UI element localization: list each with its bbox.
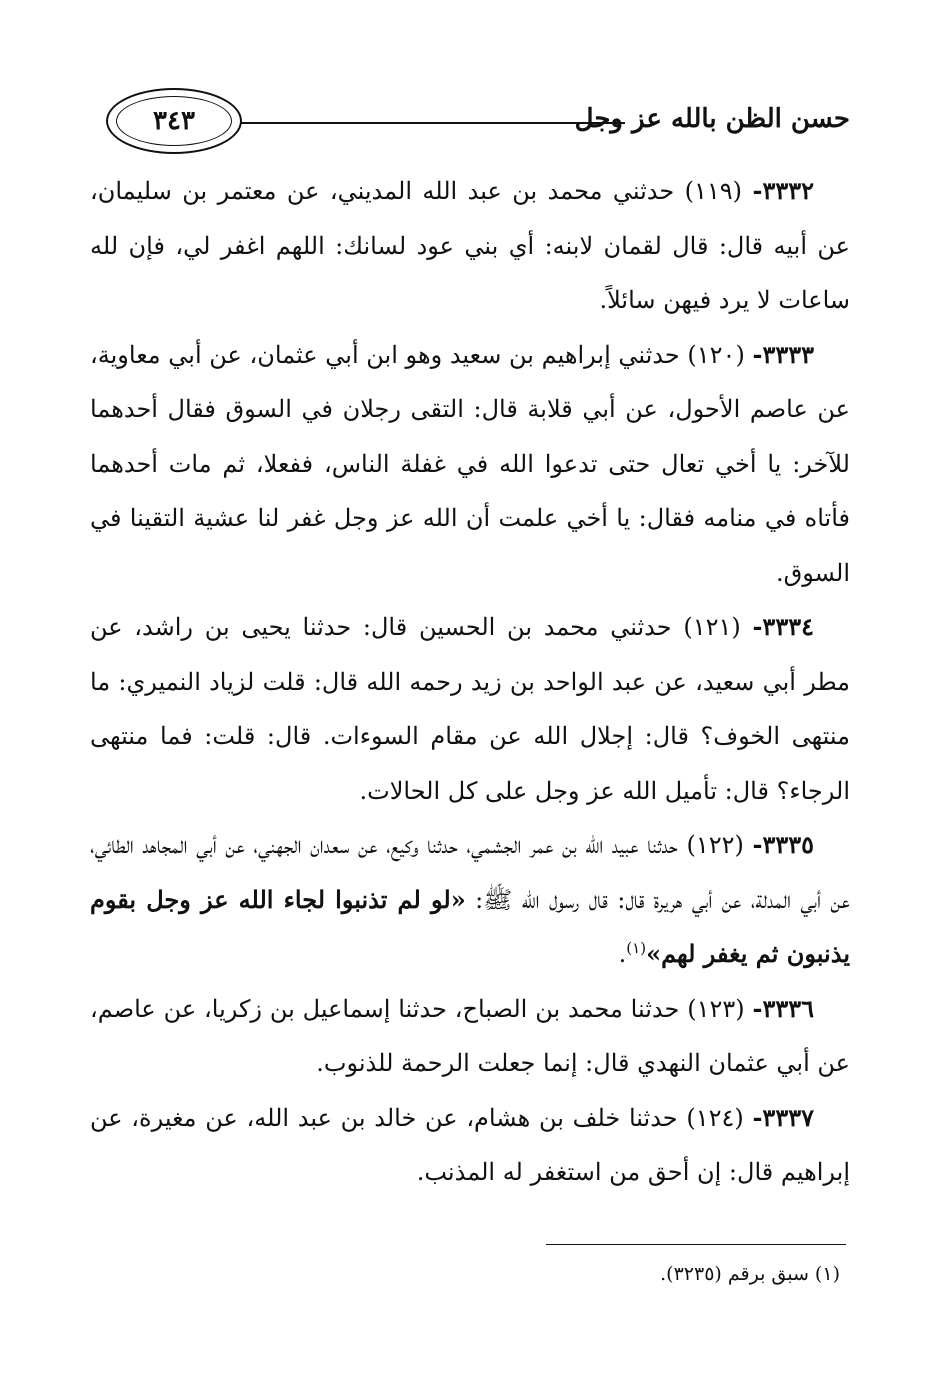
page-number: ٣٤٣ xyxy=(153,106,195,136)
running-title: حسن الظن بالله عز وجل xyxy=(574,104,850,134)
paragraph-text: (١٢٠) حدثني إبراهيم بن سعيد وهو ابن أبي عثمان، عن أبي معاوية، عن عاصم الأحول، عن أبي قلابة قال: التقى رجلان في السوق فقال أحدهما للآخر: يا أخي تعال حتى تدعوا الله في غفلة الناس، ففعلا، ثم مات أحدهما فأتاه في منامه فقال: يا أخي علمت أن الله عز وجل غفر لنا عشية التقينا في السوق. xyxy=(90,340,850,587)
page-number-badge xyxy=(106,88,242,154)
paragraph-3336 xyxy=(90,982,850,1091)
hadith-quote: «لو لم تذنبوا لجاء الله عز وجل بقوم يذنبون ثم يغفر لهم» xyxy=(90,884,850,968)
paragraph-number: ٣٣٣٦- xyxy=(752,993,814,1023)
paragraph-3333 xyxy=(90,328,850,601)
paragraph-3334 xyxy=(90,600,850,818)
paragraph-3337 xyxy=(90,1091,850,1200)
paragraph-3335 xyxy=(90,818,850,982)
paragraph-3332 xyxy=(90,164,850,328)
header-rule xyxy=(240,122,625,124)
footnote-divider xyxy=(546,1244,846,1245)
footnote-reference[interactable]: (١) xyxy=(626,939,647,957)
paragraph-text: (١٢٣) حدثنا محمد بن الصباح، حدثنا إسماعيل بن زكريا، عن عاصم، عن أبي عثمان النهدي قال: إنما جعلت الرحمة للذنوب. xyxy=(90,994,850,1077)
paragraph-number: ٣٣٣٥- xyxy=(752,830,814,859)
main-text xyxy=(90,164,850,1200)
paragraph-text: (١١٩) حدثني محمد بن عبد الله المديني، عن معتمر بن سليمان، عن أبيه قال: قال لقمان لابنه: أي بني عود لسانك: اللهم اغفر لي، فإن لله ساعات لا يرد فيهن سائلاً. xyxy=(90,177,850,314)
paragraph-text: (١٢٤) حدثنا خلف بن هشام، عن خالد بن عبد الله، عن مغيرة، عن إبراهيم قال: إن أحق من استغفر له المذنب. xyxy=(90,1103,850,1186)
paragraph-number: ٣٣٣٤- xyxy=(752,612,814,641)
paragraph-text: (١٢٢) حدثنا عبيد الله بن عمر الجشمي، حدثنا وكيع، عن سعدان الجهني، عن أبي المجاهد الطائي، عن أبي المدلة، عن أبي هريرة قال: قال رسول الله ﷺ: xyxy=(90,831,850,914)
footnote: (١) سبق برقم (٣٢٣٥). xyxy=(660,1263,840,1285)
paragraph-number: ٣٣٣٧- xyxy=(752,1102,814,1132)
paragraph-text: (١٢١) حدثني محمد بن الحسين قال: حدثنا يحيى بن راشد، عن مطر أبي سعيد، عن عبد الواحد بن زيد رحمه الله قال: قلت لزياد النميري: ما منتهى الخوف؟ قال: إجلال الله عن مقام السوءات. قال: قلت: فما منتهى الرجاء؟ قال: تأميل الله عز وجل على كل الحالات. xyxy=(90,613,850,805)
paragraph-end: . xyxy=(618,940,627,968)
paragraph-number: ٣٣٣٣- xyxy=(752,339,814,369)
page-header xyxy=(100,84,850,160)
paragraph-number: ٣٣٣٢- xyxy=(752,176,815,205)
